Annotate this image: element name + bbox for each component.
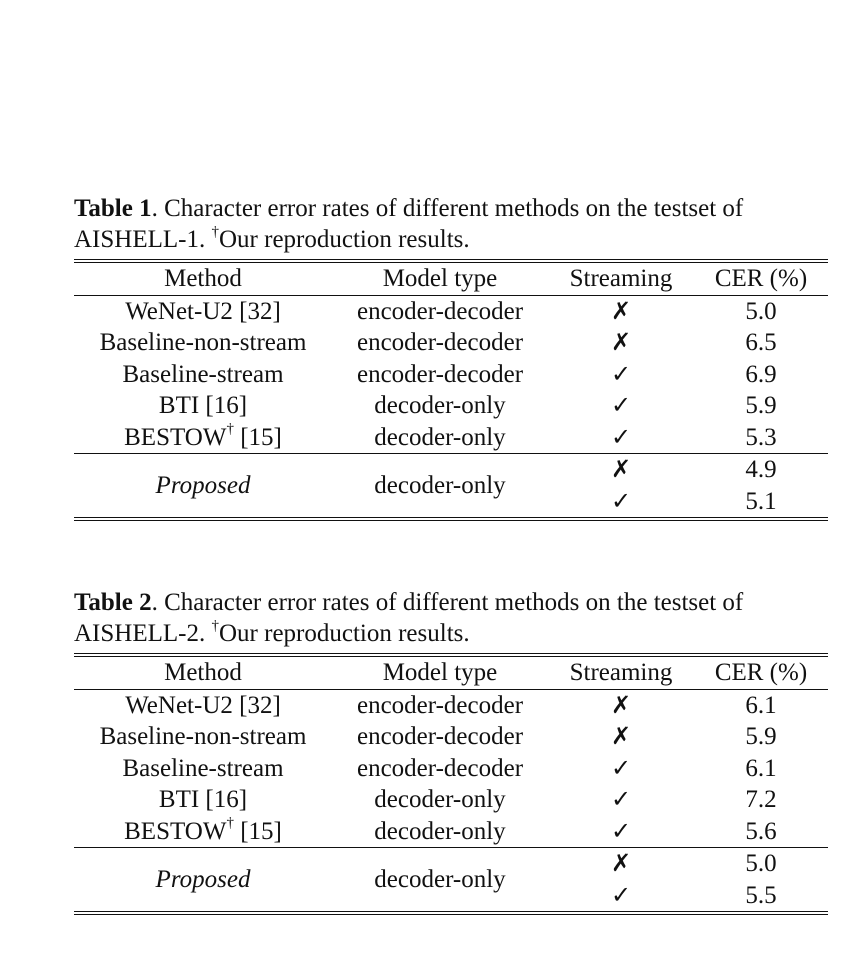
caption-note: Our reproduction results. <box>218 620 470 647</box>
header-row <box>74 655 828 689</box>
streaming-mark-icon: ✓ <box>610 359 632 388</box>
proposed-row <box>74 848 828 880</box>
table-row <box>74 422 828 454</box>
method-cell: Baseline-stream <box>122 754 284 782</box>
cer-cell: 6.5 <box>745 329 777 357</box>
table-caption <box>74 587 828 649</box>
method-cell: Baseline-non-stream <box>99 723 307 751</box>
caption-text-2: AISHELL-1. <box>74 226 212 253</box>
method-cell: BTI [16] <box>158 786 248 814</box>
table-1-block <box>74 193 828 521</box>
method-cell: BESTOW† [15] <box>124 421 282 451</box>
table-caption <box>74 193 828 255</box>
header-cer: CER (%) <box>714 265 808 293</box>
table-row <box>74 784 828 816</box>
cer-cell: 5.5 <box>745 881 777 909</box>
results-table <box>74 259 828 521</box>
model-type-cell: encoder-decoder <box>356 360 524 388</box>
table-row <box>74 753 828 785</box>
results-table <box>74 653 828 915</box>
streaming-mark-icon: ✗ <box>548 454 694 486</box>
table-row <box>74 295 828 327</box>
streaming-mark-icon: ✓ <box>610 880 632 909</box>
model-type-cell: encoder-decoder <box>356 329 524 357</box>
proposed-method-cell: Proposed <box>74 848 332 914</box>
header-model-type: Model type <box>382 265 498 293</box>
method-cell: WeNet-U2 [32] <box>125 691 281 719</box>
cer-cell: 5.0 <box>745 297 777 325</box>
header-method: Method <box>164 265 242 293</box>
cer-cell: 5.6 <box>745 817 777 845</box>
cer-cell: 6.9 <box>745 360 777 388</box>
proposed-model-type-cell: decoder-only <box>332 454 548 520</box>
cer-cell: 5.3 <box>745 423 777 451</box>
dagger-mark: † <box>226 815 234 832</box>
model-type-cell: encoder-decoder <box>356 754 524 782</box>
dagger-mark: † <box>226 421 234 438</box>
header-streaming: Streaming <box>569 265 673 293</box>
streaming-mark-icon: ✗ <box>610 722 632 751</box>
streaming-mark-icon: ✓ <box>610 816 632 845</box>
cer-cell: 5.9 <box>745 723 777 751</box>
table-2-block <box>74 587 828 915</box>
streaming-mark-icon: ✗ <box>548 848 694 880</box>
caption-text-2: AISHELL-2. <box>74 620 212 647</box>
cer-cell: 6.1 <box>745 691 777 719</box>
streaming-mark-icon: ✓ <box>610 422 632 451</box>
caption-note: Our reproduction results. <box>218 226 470 253</box>
method-cell: WeNet-U2 [32] <box>125 297 281 325</box>
cer-cell: 6.1 <box>745 754 777 782</box>
model-type-cell: decoder-only <box>374 786 506 814</box>
cer-cell: 5.0 <box>694 848 828 880</box>
model-type-cell: encoder-decoder <box>356 691 524 719</box>
model-type-cell: decoder-only <box>374 817 506 845</box>
proposed-method-cell: Proposed <box>74 454 332 520</box>
header-model-type: Model type <box>382 659 498 687</box>
cer-cell: 4.9 <box>694 454 828 486</box>
table-row <box>74 689 828 721</box>
streaming-mark-icon: ✓ <box>610 391 632 420</box>
cer-cell: 7.2 <box>745 786 777 814</box>
streaming-mark-icon: ✓ <box>610 785 632 814</box>
dagger-mark: † <box>211 223 219 240</box>
caption-label: Table 1 <box>74 195 152 222</box>
caption-label: Table 2 <box>74 589 152 616</box>
model-type-cell: decoder-only <box>374 423 506 451</box>
cer-cell: 5.1 <box>745 487 777 515</box>
caption-text: . Character error rates of different methods on the testset of <box>151 589 744 616</box>
table-row <box>74 390 828 422</box>
method-cell: Baseline-non-stream <box>99 329 307 357</box>
table-row <box>74 359 828 391</box>
table-row <box>74 327 828 359</box>
table-row <box>74 816 828 848</box>
method-cell: BTI [16] <box>158 392 248 420</box>
header-cer: CER (%) <box>714 659 808 687</box>
method-cell: Baseline-stream <box>122 360 284 388</box>
model-type-cell: encoder-decoder <box>356 723 524 751</box>
proposed-model-type-cell: decoder-only <box>332 848 548 914</box>
streaming-mark-icon: ✗ <box>610 690 632 719</box>
header-row <box>74 261 828 295</box>
model-type-cell: encoder-decoder <box>356 297 524 325</box>
method-cell: BESTOW† [15] <box>124 815 282 845</box>
header-streaming: Streaming <box>569 659 673 687</box>
streaming-mark-icon: ✗ <box>610 328 632 357</box>
streaming-mark-icon: ✓ <box>610 753 632 782</box>
dagger-mark: † <box>211 617 219 634</box>
streaming-mark-icon: ✓ <box>610 486 632 515</box>
model-type-cell: decoder-only <box>374 392 506 420</box>
proposed-row <box>74 454 828 486</box>
table-row <box>74 721 828 753</box>
cer-cell: 5.9 <box>745 392 777 420</box>
caption-text: . Character error rates of different methods on the testset of <box>151 195 744 222</box>
streaming-mark-icon: ✗ <box>610 296 632 325</box>
header-method: Method <box>164 659 242 687</box>
